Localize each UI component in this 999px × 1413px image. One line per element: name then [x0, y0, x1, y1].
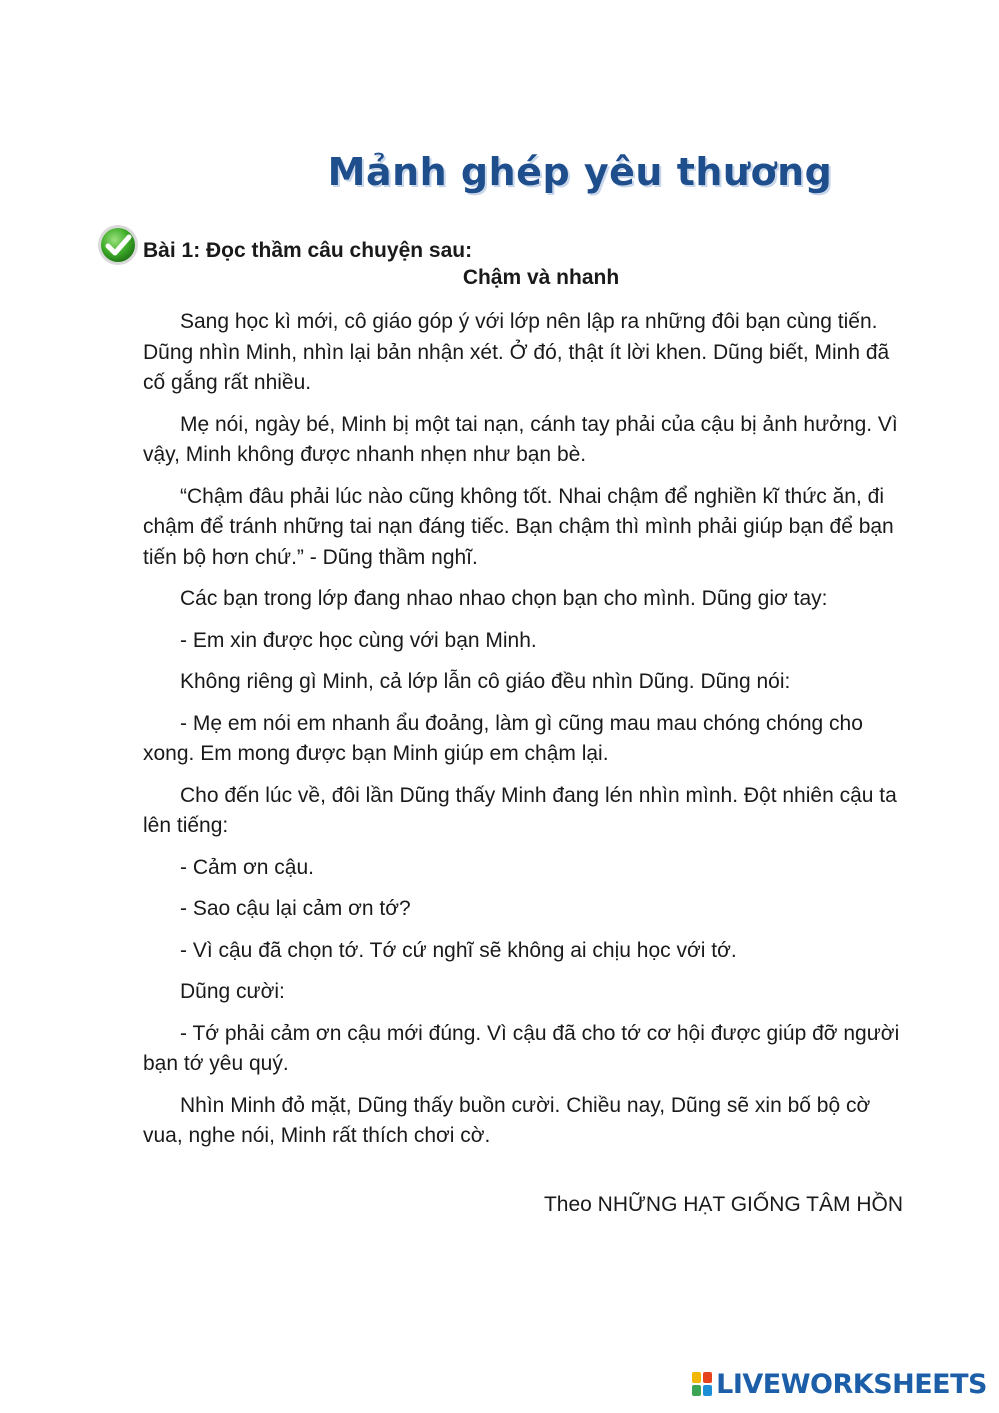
- story-paragraph: Sang học kì mới, cô giáo góp ý với lớp nên lập ra những đôi bạn cùng tiến. Dũng nhìn Minh, nhìn lại bản nhận xét. Ở đó, thật ít lời khen. Dũng biết, Minh đã cố gắng rất nhiều.: [143, 310, 890, 394]
- story-paragraph: - Tớ phải cảm ơn cậu mới đúng. Vì cậu đã cho tớ cơ hội được giúp đỡ người bạn tớ yêu quý.: [143, 1021, 900, 1075]
- story-body: [143, 307, 905, 1163]
- story-source: Theo NHỮNG HẠT GIỐNG TÂM HỒN: [543, 1193, 903, 1216]
- story-paragraph: Nhìn Minh đỏ mặt, Dũng thấy buồn cười. Chiều nay, Dũng sẽ xin bố bộ cờ vua, nghe nói, Minh rất thích chơi cờ.: [143, 1093, 871, 1147]
- story-paragraph: - Vì cậu đã chọn tớ. Tớ cứ nghĩ sẽ không ai chịu học với tớ.: [180, 938, 737, 962]
- story-paragraph: - Em xin được học cùng với bạn Minh.: [180, 628, 537, 652]
- story-paragraph: “Chậm đâu phải lúc nào cũng không tốt. Nhai chậm để nghiền kĩ thức ăn, đi chậm để tránh những tai nạn đáng tiếc. Bạn chậm thì mình phải giúp bạn để bạn tiến bộ hơn chứ.” - Dũng thầm nghĩ.: [143, 484, 894, 569]
- story-title: Chậm và nhanh: [462, 266, 620, 289]
- story-paragraph: Không riêng gì Minh, cả lớp lẫn cô giáo đều nhìn Dũng. Dũng nói:: [180, 670, 791, 693]
- story-paragraph: Các bạn trong lớp đang nhao nhao chọn bạn cho mình. Dũng giơ tay:: [180, 587, 828, 610]
- story-paragraph: - Sao cậu lại cảm ơn tớ?: [180, 897, 411, 920]
- page-title: Mảnh ghép yêu thương: [327, 150, 833, 194]
- liveworksheets-logo-icon: [692, 1372, 712, 1396]
- checkmark-icon: [97, 224, 139, 266]
- liveworksheets-logo-text: LIVEWORKSHEETS: [716, 1368, 987, 1400]
- story-paragraph: - Cảm ơn cậu.: [180, 855, 314, 879]
- exercise-heading: Bài 1: Đọc thầm câu chuyện sau:: [143, 239, 473, 262]
- liveworksheets-logo: [692, 1367, 987, 1401]
- story-paragraph: Dũng cười:: [180, 980, 285, 1003]
- story-paragraph: Cho đến lúc về, đôi lần Dũng thấy Minh đang lén nhìn mình. Đột nhiên cậu ta lên tiếng:: [143, 783, 897, 837]
- story-paragraph: - Mẹ em nói em nhanh ẩu đoảng, làm gì cũng mau mau chóng chóng cho xong. Em mong được bạn Minh giúp em chậm lại.: [143, 711, 863, 765]
- story-paragraph: Mẹ nói, ngày bé, Minh bị một tai nạn, cánh tay phải của cậu bị ảnh hưởng. Vì vậy, Minh không được nhanh nhẹn như bạn bè.: [143, 412, 898, 466]
